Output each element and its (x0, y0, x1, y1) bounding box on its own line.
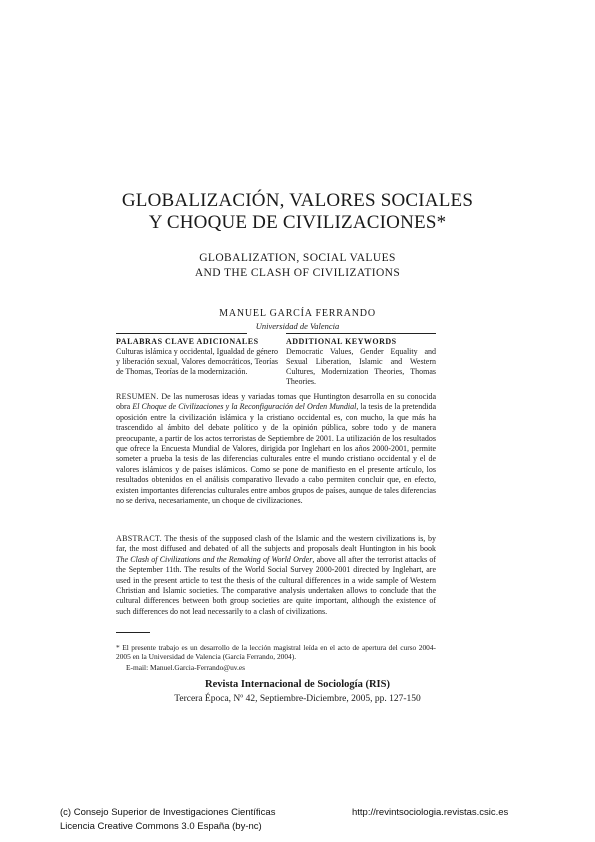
footnote-rule (116, 632, 150, 633)
author-name: MANUEL GARCÍA FERRANDO (219, 308, 376, 319)
keywords-es-heading: PALABRAS CLAVE ADICIONALES (116, 337, 259, 346)
keywords-en-text: Democratic Values, Gender Equality and Sexual Liberation, Islamic and Western Cultures, Modernization Theories, Thomas Theories. (286, 347, 436, 386)
journal-issue: Tercera Época, Nº 42, Septiembre-Diciembre, 2005, pp. 127-150 (174, 694, 421, 704)
article-title-line-1: GLOBALIZACIÓN, VALORES SOCIALES (121, 190, 474, 211)
english-title-line-1: GLOBALIZATION, SOCIAL VALUES (199, 252, 396, 264)
footnote-text: * El presente trabajo es un desarrollo de la lección magistral leída en el acto de apertura del curso 2004-2005 en la Universidad de Valencia (García Ferrando, 2004). (116, 643, 436, 662)
keywords-rule-right (286, 333, 436, 334)
keywords-rule-left (116, 333, 247, 334)
journal-name: Revista Internacional de Sociología (RIS) (205, 679, 390, 690)
abstract-text-2: , above all after the terrorist attacks of the September 11th. The results of the World Social Survey 2000-2001 directed by Inglehart, are used in the present article to test the thesis of the cultural differences in a wide sample of Western Christian and Islamic societies. The comparative analysis undertaken allows to conclude that the cultural differences between both group societies are quite important, although the existence of such differences do not lead necessarily to a clash of civilizations. (116, 554, 436, 616)
abstract-paragraph (116, 534, 436, 617)
author-affiliation: Universidad de Valencia (255, 321, 340, 331)
abstract-work-title: The Clash of Civilizations and the Remaking of World Order (116, 554, 313, 564)
footer-url[interactable]: http://revintsociologia.revistas.csic.es (352, 807, 509, 818)
resumen-text-1: De las numerosas ideas y variadas tomas que Huntington desarrolla en su conocida obra (116, 392, 436, 412)
abstract-text-1: The thesis of the supposed clash of the Islamic and the western civilizations is, by far, the most diffused and debated of all the subjects and proposals dealt Huntington in his book (116, 534, 436, 554)
resumen-label: RESUMEN. (116, 392, 159, 401)
english-title-line-2: AND THE CLASH OF CIVILIZATIONS (194, 267, 401, 279)
abstract-label: ABSTRACT. (116, 534, 162, 543)
resumen-text-2: , la tesis de la pretendida oposición entre la civilización islámica y la cristiano occidental es, con mucho, la que más ha trascendido al ámbito del debate político y de la opinión pública, sobre todo y de manera preocupante, a partir de los actos terroristas de Septiembre de 2001. La utilización de los resultados que ofrece la Encuesta Mundial de Valores, dirigida por Inglehart en los años 2000-2001, permite someter a prueba la tesis de las diferencias culturales entre el mundo cristiano occidental y el de valores islámicos y de países islámicos. Como se pone de manifiesto en el presente artículo, los resultados obtenidos en el análisis comparativo llevado a cabo permiten concluir que, en efecto, existen importantes diferencias culturales entre ambos grupos de países, aunque de tales diferencias no se deriva, necesariamente, un choque de civilizaciones. (116, 402, 436, 506)
footnote-email: E-mail: Manuel.Garcia-Ferrando@uv.es (126, 663, 245, 672)
article-title-line-2: Y CHOQUE DE CIVILIZACIONES* (148, 212, 447, 233)
footer-copyright: (c) Consejo Superior de Investigaciones Científicas (60, 807, 276, 818)
keywords-en-heading: ADDITIONAL KEYWORDS (286, 337, 397, 346)
resumen-work-title: El Choque de Civilizaciones y la Reconfiguración del Orden Mundial (132, 402, 357, 412)
resumen-paragraph (116, 392, 436, 506)
footer-license: Licencia Creative Commons 3.0 España (by-nc) (60, 821, 262, 832)
keywords-es-text: Culturas islámica y occidental, Igualdad de género y liberación sexual, Valores democráticos, Teorías de Thomas, Teorías de la modernización. (116, 347, 278, 376)
